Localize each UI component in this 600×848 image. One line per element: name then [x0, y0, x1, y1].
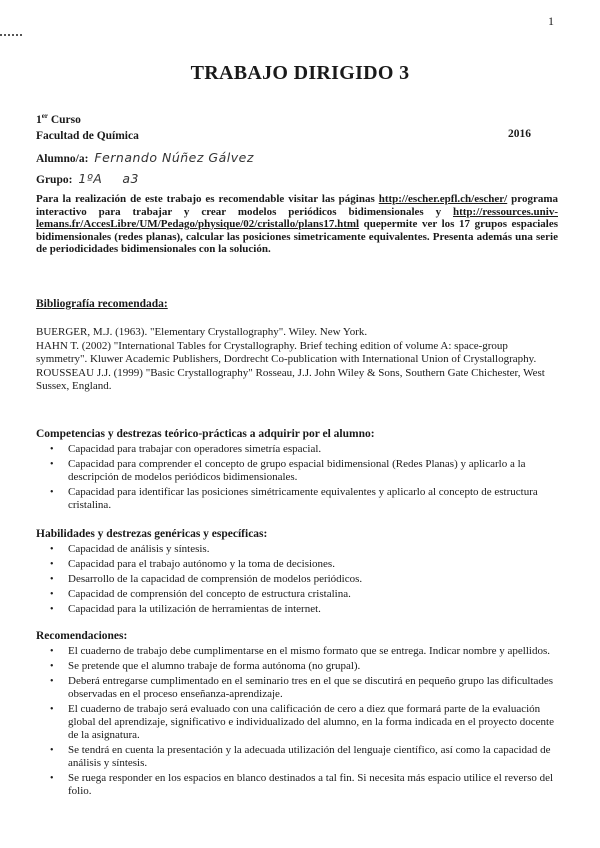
- student-group-extra: a3: [122, 171, 139, 186]
- recomendaciones-list: [36, 645, 558, 798]
- course-suffix: er: [41, 112, 48, 120]
- list-item: [50, 543, 558, 556]
- list-item-text: Se pretende que el alumno trabaje de forma autónoma (no grupal).: [68, 660, 361, 672]
- list-item-text: Deberá entregarse cumplimentado en el seminario tres en el que se discutirá en pequeño grupo las dificultades observadas en el proceso enseñanza-aprendizaje.: [68, 675, 554, 700]
- habilidades-title: Habilidades y destrezas genéricas y específicas:: [36, 528, 268, 540]
- recomendaciones-title: Recomendaciones:: [36, 630, 128, 642]
- competencias-section: [36, 428, 558, 514]
- bullet-icon: •: [50, 444, 54, 455]
- competencias-title: Competencias y destrezas teórico-prácticas a adquirir por el alumno:: [36, 428, 375, 440]
- intro-text-3: quepermite ver los 17 grupos espaciales bidimensionales (redes planas), calcular las posiciones simetricamente equivalentes. Presenta además una serie de periodicidades bidimensionales con la solución.: [36, 218, 558, 255]
- list-item: [50, 744, 558, 770]
- faculty: Facultad de Química: [36, 129, 139, 142]
- student-group-line: [36, 169, 254, 190]
- list-item-text: Capacidad para comprender el concepto de grupo espacial bidimensional (Redes Planas) y aplicarlo a la descripción de modelos periódicos bidimensionales.: [68, 458, 526, 483]
- bullet-icon: •: [50, 589, 54, 600]
- bullet-icon: •: [50, 676, 54, 687]
- list-item: [50, 588, 558, 601]
- bullet-icon: •: [50, 704, 54, 715]
- bibliography-entry: ROUSSEAU J.J. (1999) "Basic Crystallography" Rosseau, J.J. John Wiley & Sons, Southern Gate Chichester, West Sussex, England.: [36, 367, 545, 392]
- year: 2016: [508, 128, 531, 140]
- bibliography-title: Bibliografía recomendada:: [36, 298, 168, 310]
- bullet-icon: •: [50, 459, 54, 470]
- list-item-text: Capacidad para la utilización de herramientas de internet.: [68, 603, 321, 615]
- intro-text-2: programa interactivo para trabajar y crear modelos periódicos bidimensionales y: [36, 193, 559, 218]
- course-number: 1: [36, 113, 42, 126]
- list-item-text: El cuaderno de trabajo será evaluado con una calificación de cero a diez que formará parte de la evaluación global del aprendizaje, significativo e individualizado del alumno, en la forma indicada en el proyecto docente de la asignatura.: [68, 703, 554, 741]
- course-block: [36, 108, 139, 144]
- list-item: [50, 645, 558, 658]
- intro-paragraph: [36, 193, 558, 256]
- bullet-icon: •: [50, 646, 54, 657]
- competencias-list: [36, 443, 558, 512]
- page-title: TRABAJO DIRIGIDO 3: [190, 62, 410, 84]
- list-item-text: Se ruega responder en los espacios en blanco destinados a tal fin. Si necesita más espacio utilice el reverso del folio.: [68, 772, 554, 797]
- list-item-text: Capacidad para trabajar con operadores simetría espacial.: [68, 443, 322, 455]
- habilidades-section: [36, 528, 558, 618]
- list-item: [50, 443, 558, 456]
- page-number: 1: [548, 14, 554, 28]
- bullet-icon: •: [50, 661, 54, 672]
- list-item-text: El cuaderno de trabajo debe cumplimentarse en el mismo formato que se entrega. Indicar nombre y apellidos.: [68, 645, 550, 657]
- bullet-icon: •: [50, 559, 54, 570]
- student-group-label: Grupo:: [36, 174, 73, 186]
- bullet-icon: •: [50, 487, 54, 498]
- list-item: [50, 703, 558, 742]
- student-block: [36, 148, 254, 190]
- scan-mark: [0, 34, 22, 36]
- list-item: [50, 675, 558, 701]
- list-item: [50, 660, 558, 673]
- list-item: [50, 573, 558, 586]
- ressources-link[interactable]: http://ressources.univ-lemans.fr/AccesLibre/UM/Pedago/physique/02/cristallo/plans17.html: [36, 205, 558, 230]
- bullet-icon: •: [50, 745, 54, 756]
- escher-link[interactable]: http://escher.epfl.ch/escher/: [378, 193, 508, 205]
- list-item: [50, 772, 558, 798]
- list-item-text: Capacidad de análisis y síntesis.: [68, 543, 210, 555]
- bibliography-entry: BUERGER, M.J. (1963). "Elementary Crystallography". Wiley. New York.: [36, 326, 368, 338]
- list-item: [50, 603, 558, 616]
- recomendaciones-section: [36, 630, 558, 800]
- list-item-text: Capacidad para identificar las posiciones simétricamente equivalentes y aplicarlo al concepto de estructura cristalina.: [68, 486, 538, 511]
- list-item-text: Capacidad de comprensión del concepto de estructura cristalina.: [68, 588, 351, 600]
- bibliography-list: [36, 326, 558, 394]
- habilidades-list: [36, 543, 558, 616]
- list-item: [50, 458, 558, 484]
- list-item-text: Desarrollo de la capacidad de comprensión de modelos periódicos.: [68, 573, 363, 585]
- bullet-icon: •: [50, 773, 54, 784]
- course-line: [36, 108, 139, 128]
- student-name-line: [36, 148, 254, 169]
- student-group-value: 1ºA: [78, 171, 103, 186]
- list-item-text: Capacidad para el trabajo autónomo y la toma de decisiones.: [68, 558, 335, 570]
- list-item-text: Se tendrá en cuenta la presentación y la adecuada utilización del lenguaje científico, así como la capacidad de análisis y síntesis.: [68, 744, 551, 769]
- bullet-icon: •: [50, 604, 54, 615]
- student-name-value: Fernando Núñez Gálvez: [94, 150, 254, 165]
- bibliography-entry: HAHN T. (2002) "International Tables for Crystallography. Brief teching edition of volume A: space-group symmetry". Kluwer Academic Publishers, Dordrecht Co-publication with International Union of Crystallography.: [36, 340, 537, 365]
- list-item: [50, 486, 558, 512]
- bullet-icon: •: [50, 574, 54, 585]
- student-name-label: Alumno/a:: [36, 153, 89, 165]
- course-word: Curso: [47, 113, 81, 126]
- list-item: [50, 558, 558, 571]
- intro-text-1: Para la realización de este trabajo es recomendable visitar las páginas: [36, 193, 379, 205]
- bullet-icon: •: [50, 544, 54, 555]
